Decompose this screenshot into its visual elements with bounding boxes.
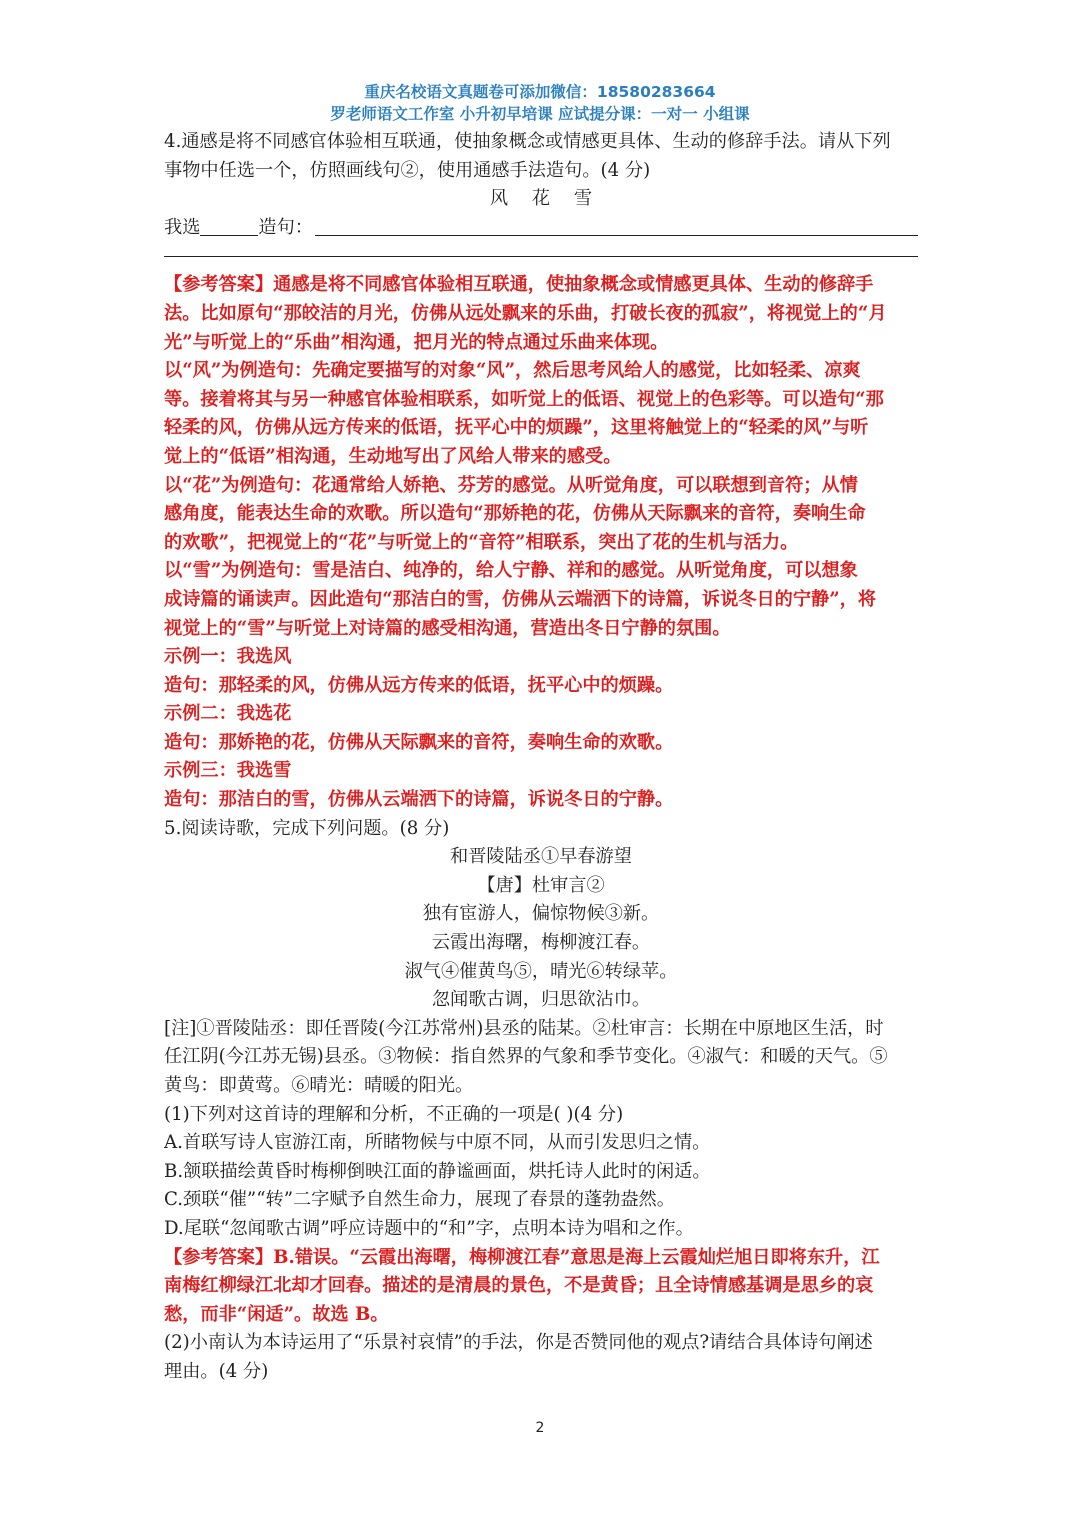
- answer-line: 【参考答案】B.错误。“云霞出海曙，梅柳渡江春”意思是海上云霞灿烂旭日即将东升，江: [164, 1246, 880, 1268]
- choice-c: C.颈联“催”“转”二字赋予自然生命力，展现了春景的蓬勃盎然。: [164, 1189, 675, 1211]
- poem-line: 淑气④催黄鸟⑤，晴光⑥转绿苹。: [404, 960, 678, 982]
- q5-stem: 5.阅读诗歌，完成下列问题。(8 分): [164, 817, 450, 839]
- choice-a: A.首联写诗人宦游江南，所睹物候与中原不同，从而引发思归之情。: [164, 1132, 711, 1154]
- poem-title: 和晋陵陆丞①早春游望: [450, 846, 632, 868]
- q4-answer-blank-line: [164, 214, 918, 243]
- sentence-blank[interactable]: [315, 217, 918, 236]
- choice-d: D.尾联“忽闻歌古调”呼应诗题中的“和”字，点明本诗为唱和之作。: [164, 1217, 694, 1239]
- answer-line: 光”与听觉上的“乐曲”相沟通，把月光的特点通过乐曲来体现。: [164, 331, 669, 353]
- answer-line: 觉上的“低语”相沟通，生动地写出了风给人带来的感受。: [164, 445, 622, 467]
- poem-line: 独有宦游人，偏惊物候③新。: [422, 903, 660, 925]
- poem-notes: [164, 1015, 918, 1101]
- page-content: [164, 128, 918, 1387]
- poem-line: 云霞出海曙，梅柳渡江春。: [431, 932, 651, 954]
- header-course-line: 罗老师语文工作室 小升初早培课 应试提分课：一对一 小组课: [330, 105, 750, 123]
- answer-line: 轻柔的风，仿佛从远方传来的低语，抚平心中的烦躁”，这里将触觉上的“轻柔的风”与听: [164, 417, 869, 439]
- page-number: 2: [535, 1420, 545, 1436]
- answer-line: 示例二：我选花: [164, 703, 292, 725]
- q4-stem-line: 4.通感是将不同感官体验相互联通，使抽象概念或情感更具体、生动的修辞手法。请从下列: [164, 131, 891, 152]
- answer-line: 南梅红柳绿江北却才回春。描述的是清晨的景色，不是黄昏；且全诗情感基调是思乡的哀: [164, 1275, 874, 1297]
- answer-line: 示例三：我选雪: [164, 760, 292, 782]
- answer-line: 造句：那轻柔的风，仿佛从远方传来的低语，抚平心中的烦躁。: [164, 674, 674, 696]
- select-label: 我选: [164, 216, 201, 238]
- answer-line: 【参考答案】通感是将不同感官体验相互联通，使抽象概念或情感更具体、生动的修辞手: [164, 274, 874, 296]
- answer-line: 成诗篇的诵读声。因此造句“那洁白的雪，仿佛从云端洒下的诗篇，诉说冬日的宁静”，将: [164, 588, 877, 610]
- answer-line: 造句：那娇艳的花，仿佛从天际飘来的音符，奏响生命的欢歌。: [164, 731, 674, 753]
- q4-options: 风 花 雪: [489, 188, 593, 210]
- answer-line: 以“花”为例造句：花通常给人娇艳、芬芳的感觉。从听觉角度，可以联想到音符；从情: [164, 474, 858, 496]
- answer-line: 感角度，能表达生命的欢歌。所以造句“那娇艳的花，仿佛从天际飘来的音符，奏响生命: [164, 503, 866, 525]
- answer-line: 愁，而非“闲适”。故选 B。: [164, 1303, 389, 1325]
- answer-rule[interactable]: [164, 256, 918, 257]
- choice-b: B.颔联描绘黄昏时梅柳倒映江面的静谧画面，烘托诗人此时的闲适。: [164, 1160, 711, 1182]
- sentence-label: 造句：: [258, 216, 313, 238]
- q4-stem-line: 事物中任选一个，仿照画线句②，使用通感手法造句。(4 分): [164, 159, 651, 181]
- poem-author: 【唐】杜审言②: [477, 874, 605, 896]
- q5-sub2-stem: (2)小南认为本诗运用了“乐景衬哀情”的手法，你是否赞同他的观点?请结合具体诗句阐述: [164, 1332, 873, 1354]
- answer-line: 造句：那洁白的雪，仿佛从云端洒下的诗篇，诉说冬日的宁静。: [164, 789, 674, 811]
- q5-sub1-reference-answer: [164, 1244, 918, 1330]
- answer-line: 等。接着将其与另一种感官体验相联系，如听觉上的低语、视觉上的色彩等。可以造句“那: [164, 388, 884, 410]
- answer-line: 以“雪”为例造句：雪是洁白、纯净的，给人宁静、祥和的感觉。从听觉角度，可以想象: [164, 560, 858, 582]
- answer-line: 以“风”为例造句：先确定要描写的对象“风”，然后思考风给人的感觉，比如轻柔、凉爽: [164, 360, 861, 382]
- q5-sub1-stem: (1)下列对这首诗的理解和分析，不正确的一项是( )(4 分): [164, 1103, 624, 1125]
- note-line: [注]①晋陵陆丞：即任晋陵(今江苏常州)县丞的陆某。②杜审言：长期在中原地区生活，时: [164, 1017, 884, 1039]
- poem: [164, 843, 918, 1015]
- select-blank[interactable]: [200, 217, 258, 236]
- poem-line: 忽闻歌古调，归思欲沾巾。: [431, 989, 651, 1011]
- q5-sub2-stem: 理由。(4 分): [164, 1360, 269, 1382]
- note-line: 黄鸟：即黄莺。⑥晴光：晴暖的阳光。: [164, 1075, 474, 1096]
- answer-line: 法。比如原句“那皎洁的月光，仿佛从远处飘来的乐曲，打破长夜的孤寂”，将视觉上的“月: [164, 302, 887, 324]
- q4-reference-answer: [164, 271, 918, 814]
- answer-line: 的欢歌”，把视觉上的“花”与听觉上的“音符”相联系，突出了花的生机与活力。: [164, 531, 799, 553]
- answer-line: 视觉上的“雪”与听觉上对诗篇的感受相沟通，营造出冬日宁静的氛围。: [164, 617, 731, 639]
- note-line: 任江阴(今江苏无锡)县丞。③物候：指自然界的气象和季节变化。④淑气：和暖的天气。⑤: [164, 1046, 888, 1068]
- header-contact-line: 重庆名校语文真题卷可添加微信：18580283664: [364, 83, 716, 101]
- answer-line: 示例一：我选风: [164, 646, 292, 668]
